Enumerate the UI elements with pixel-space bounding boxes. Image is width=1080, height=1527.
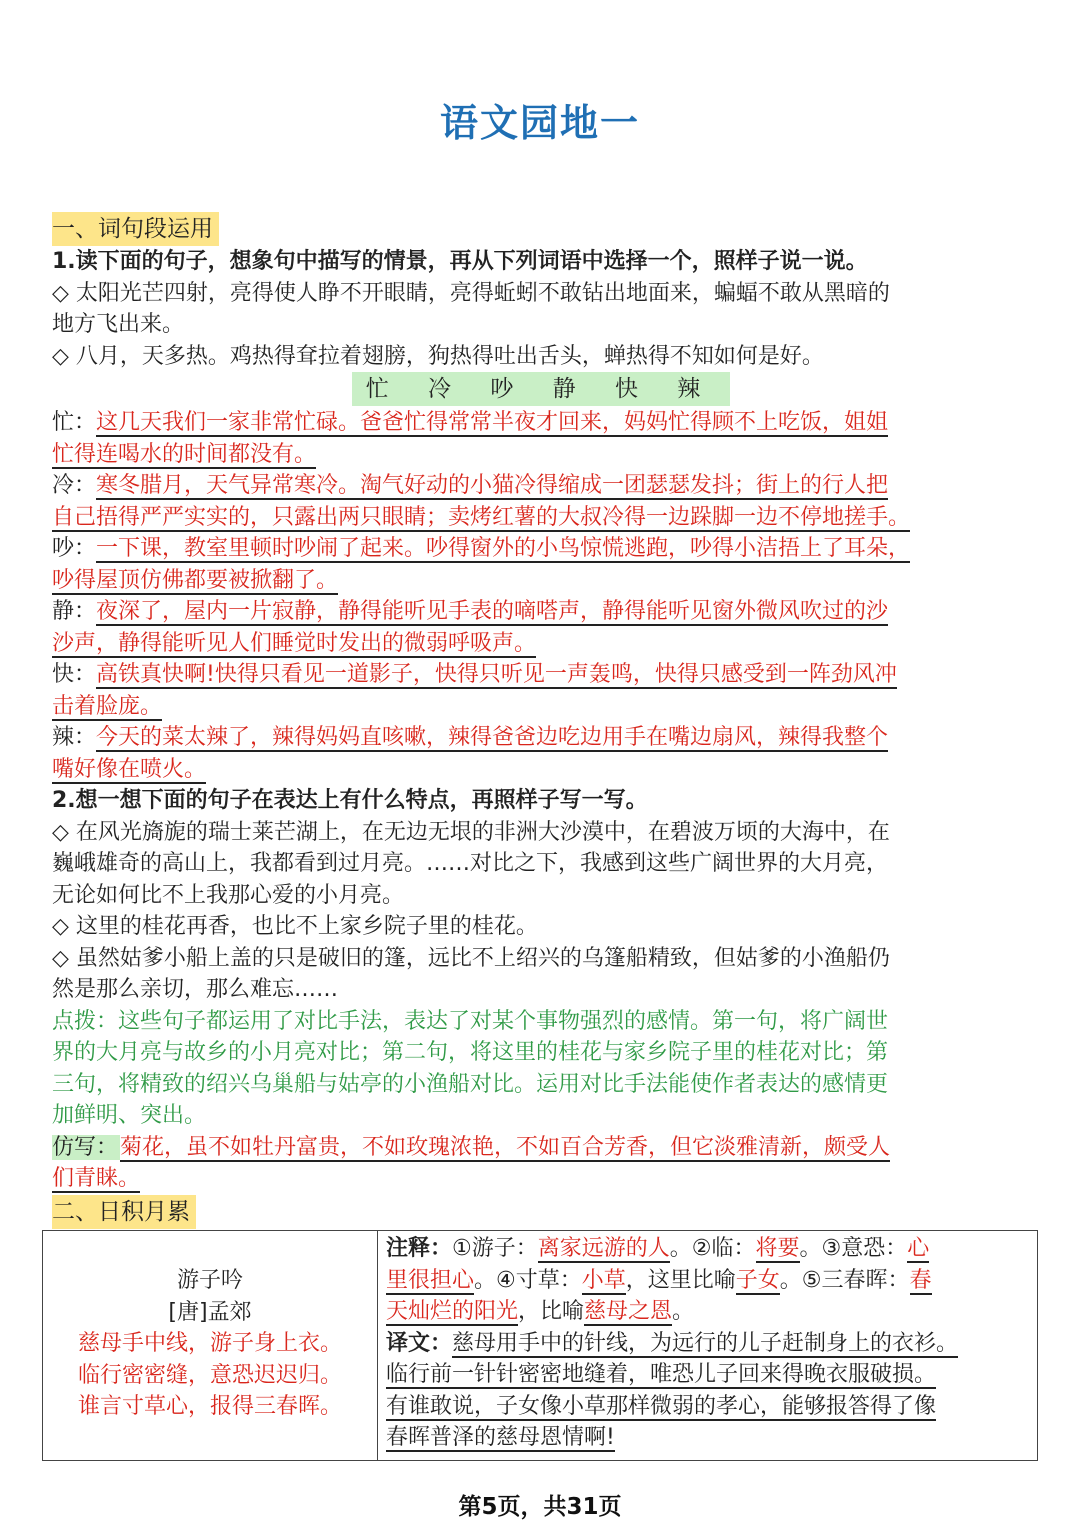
tip-line4: 加鲜明、突出。	[52, 1103, 207, 1128]
poem-line: 临行密密缝，意恐迟迟归。	[77, 1362, 342, 1388]
q2-prompt: 2.想一想下面的句子在表达上有什么特点，再照样子写一写。	[52, 788, 648, 813]
note-text: 。⑤三春晖：	[779, 1267, 910, 1293]
answer-label: 冷：	[52, 473, 97, 498]
note-text: 。③意恐：	[799, 1236, 908, 1261]
answer-jing	[52, 596, 1030, 659]
translation-label: 译文：	[386, 1330, 453, 1356]
q2-example1-line2: 巍峨雄奇的高山上，我都看到过月亮。……对比之下，我感到这些广阔世界的大月亮，	[52, 851, 889, 876]
section2-heading: 二、日积月累	[52, 1195, 196, 1229]
page-number: 第5页，共31页	[458, 1494, 622, 1520]
note-answer: 里很担心	[386, 1267, 475, 1293]
worksheet-content	[52, 212, 1030, 1229]
note-answer: 天灿烂的阳光	[386, 1299, 519, 1324]
note-answer: 心	[907, 1236, 930, 1261]
q1-example1-line1: ◇ 太阳光芒四射，亮得使人睁不开眼睛，亮得蚯蚓不敢钻出地面来，蝙蝠不敢从黑暗的	[52, 280, 890, 306]
notes-label: 注释：	[386, 1236, 453, 1261]
page-title: 语文园地一	[439, 101, 640, 145]
answer-label: 快：	[52, 662, 97, 687]
answer-text: 忙得连喝水的时间都没有。	[52, 441, 317, 467]
imitate-text-line1: 菊花，虽不如牡丹富贵，不如玫瑰浓艳，不如百合芳香，但它淡雅清新，颇受人	[120, 1134, 891, 1160]
q2-example2: ◇ 这里的桂花再香，也比不上家乡院子里的桂花。	[52, 914, 538, 939]
note-answer: 春	[909, 1267, 932, 1293]
answer-text: 吵得屋顶仿佛都要被掀翻了。	[52, 567, 339, 593]
tip-line3: 三句，将精致的绍兴乌巢船与姑亭的小渔船对比。运用对比手法能使作者表达的感情更	[52, 1071, 889, 1097]
answer-mang	[52, 407, 1030, 470]
translation-line1: 慈母用手中的针线，为远行的儿子赶制身上的衣衫。	[452, 1330, 959, 1356]
note-text: 。②临：	[669, 1236, 756, 1261]
poem-cell	[43, 1231, 378, 1461]
q2-example3-line1: ◇ 虽然姑爹小船上盖的只是破旧的篷，远比不上绍兴的乌篷船精致，但姑爹的小渔船仍	[52, 945, 890, 971]
answer-leng	[52, 470, 1030, 533]
answer-chao	[52, 533, 1030, 596]
answer-label: 辣：	[52, 725, 97, 750]
translation-line2: 临行前一针针密密地缝着，唯恐儿子回来得晚衣服破损。	[386, 1362, 937, 1387]
answer-label: 吵：	[52, 536, 97, 561]
poem-title: 游子吟	[176, 1268, 243, 1293]
note-answer: 子女	[735, 1267, 780, 1293]
translation-line3: 有谁敢说，子女像小草那样微弱的孝心，能够报答得了像	[386, 1393, 937, 1419]
answer-la	[52, 722, 1030, 785]
note-answer: 将要	[755, 1236, 800, 1261]
answer-text: 嘴好像在喷火。	[52, 756, 207, 782]
answer-text: 一下课，教室里顿时吵闹了起来。吵得窗外的小鸟惊慌逃跑，吵得小洁捂上了耳朵，	[96, 536, 911, 561]
answer-text: 这几天我们一家非常忙碌。爸爸忙得常常半夜才回来，妈妈忙得顾不上吃饭，姐姐	[96, 410, 889, 435]
q2-example3-line2: 然是那么亲切，那么难忘……	[52, 977, 339, 1002]
answer-text: 沙声，静得能听见人们睡觉时发出的微弱呼吸声。	[52, 630, 537, 656]
answer-text: 夜深了，屋内一片寂静，静得能听见手表的嘀嗒声，静得能听见窗外微风吹过的沙	[96, 599, 889, 624]
note-text: ①游子：	[452, 1236, 538, 1261]
q1-example2: ◇ 八月，天多热。鸡热得耷拉着翅膀，狗热得吐出舌头，蝉热得不知如何是好。	[52, 343, 824, 369]
translation-line4: 春晖普泽的慈母恩情啊!	[386, 1425, 615, 1450]
answer-label: 忙：	[52, 410, 97, 435]
notes-cell	[378, 1231, 1038, 1461]
note-text: ，比喻	[518, 1299, 585, 1324]
q1-example1-line2: 地方飞出来。	[52, 312, 185, 337]
answer-text: 击着脸庞。	[52, 693, 163, 719]
answer-label: 静：	[52, 599, 97, 624]
answer-text: 高铁真快啊!快得只看见一道影子，快得只听见一声轰鸣，快得只感受到一阵劲风冲	[96, 662, 897, 687]
poem-table	[42, 1230, 1038, 1461]
q1-prompt: 1.读下面的句子，想象句中描写的情景，再从下列词语中选择一个，照样子说一说。	[52, 249, 868, 274]
q2-example1-line1: ◇ 在风光旖旎的瑞士莱芒湖上，在无边无垠的非洲大沙漠中，在碧波万顷的大海中，在	[52, 819, 890, 845]
poem-line: 慈母手中线，游子身上衣。	[77, 1331, 342, 1356]
note-answer: 慈母之恩	[584, 1299, 673, 1324]
note-text: 。	[672, 1299, 695, 1324]
answer-text: 寒冬腊月，天气异常寒冷。淘气好动的小猫冷得缩成一团瑟瑟发抖；街上的行人把	[96, 473, 889, 498]
note-text: 。④寸草：	[474, 1267, 582, 1293]
tip-line2: 界的大月亮与故乡的小月亮对比；第二句，将这里的桂花与家乡院子里的桂花对比；第	[52, 1040, 889, 1065]
word-choices	[52, 372, 1030, 407]
imitate-text-line2: 们青睐。	[52, 1166, 141, 1191]
answer-kuai	[52, 659, 1030, 722]
note-answer: 小草	[581, 1267, 626, 1293]
answer-text: 今天的菜太辣了，辣得妈妈直咳嗽，辣得爸爸边吃边用手在嘴边扇风，辣得我整个	[96, 725, 889, 750]
note-text: ，这里比喻	[625, 1267, 736, 1293]
tip-line1: 点拨：这些句子都运用了对比手法，表达了对某个事物强烈的感情。第一句，将广阔世	[52, 1008, 889, 1034]
q2-example1-line3: 无论如何比不上我那心爱的小月亮。	[52, 882, 405, 908]
note-answer: 离家远游的人	[537, 1236, 670, 1261]
word-choices-text: 忙 冷 吵 静 快 辣	[352, 372, 731, 406]
answer-text: 自己捂得严严实实的，只露出两只眼睛；卖烤红薯的大叔冷得一边跺脚一边不停地搓手。	[52, 504, 911, 530]
section1-heading: 一、词句段运用	[52, 212, 219, 246]
poem-author: [唐]孟郊	[168, 1299, 252, 1325]
imitate-label: 仿写：	[52, 1134, 119, 1160]
poem-line: 谁言寸草心，报得三春晖。	[77, 1394, 342, 1419]
